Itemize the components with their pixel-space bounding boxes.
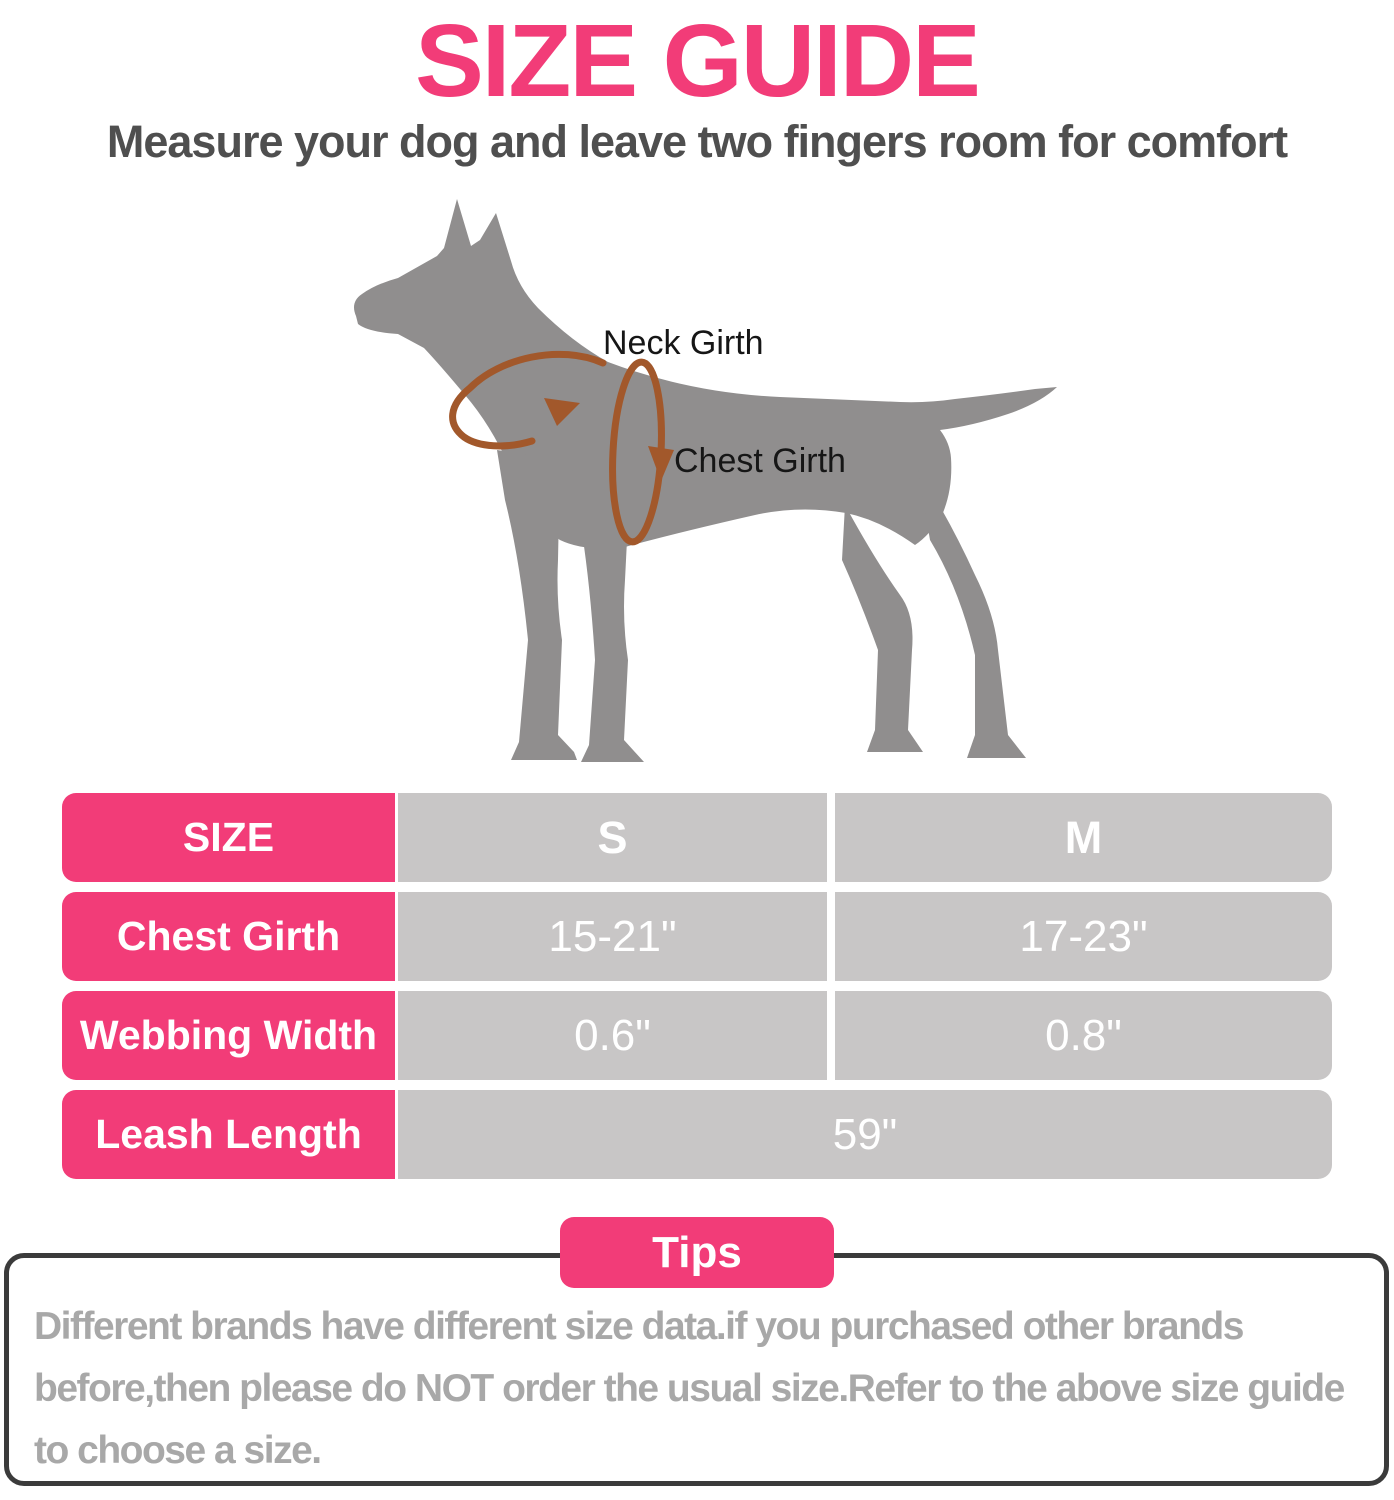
row-label-chest-girth: Chest Girth [62, 892, 395, 981]
cell-leash-length-merged: 59" [398, 1090, 1332, 1179]
table-header-size: SIZE [62, 793, 395, 882]
page-title: SIZE GUIDE [415, 3, 979, 118]
cell-webbing-width-m: 0.8" [835, 991, 1332, 1080]
cell-chest-girth-m: 17-23" [835, 892, 1332, 981]
page-subtitle: Measure your dog and leave two fingers room for comfort [106, 116, 1288, 167]
table-header-s: S [398, 793, 827, 882]
dog-body [354, 199, 1057, 548]
tips-text: Different brands have different size data.if you purchased other brands before,then please do NOT order the usual size.Refer to the above size guide to choose a size. [34, 1305, 1344, 1472]
row-label-leash-length: Leash Length [62, 1090, 395, 1179]
cell-chest-girth-s: 15-21" [398, 892, 827, 981]
table-header-m: M [835, 793, 1332, 882]
cell-webbing-width-s: 0.6" [398, 991, 827, 1080]
chest-girth-label: Chest Girth [674, 442, 846, 480]
row-label-webbing-width: Webbing Width [62, 991, 395, 1080]
tips-badge: Tips [560, 1217, 834, 1288]
dog-hind-leg-far [918, 470, 1026, 758]
neck-girth-label: Neck Girth [603, 324, 764, 362]
